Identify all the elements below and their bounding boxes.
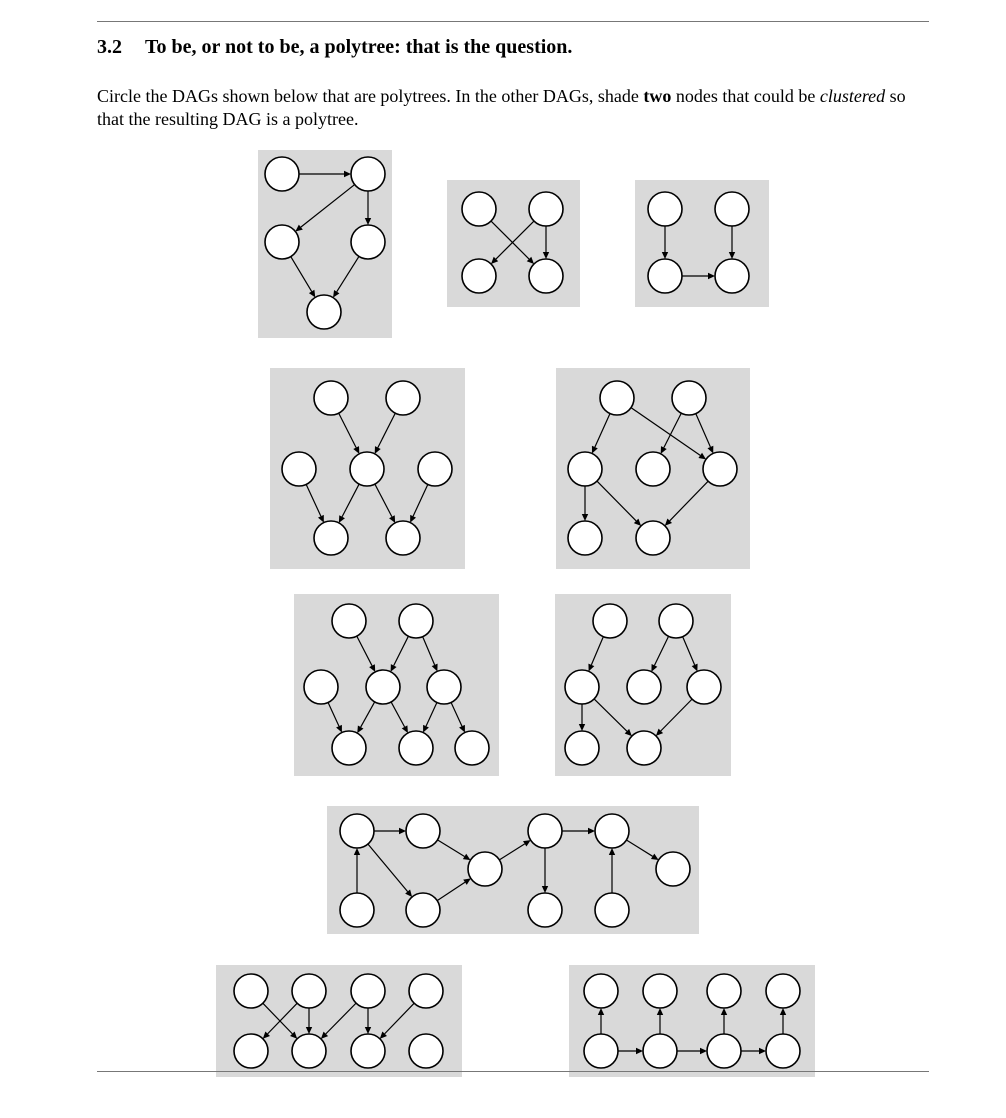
edge-e-h xyxy=(451,702,462,726)
node-h[interactable] xyxy=(766,1034,800,1068)
edge-a-c xyxy=(591,637,603,665)
arrowhead-f-b xyxy=(657,1008,663,1015)
arrowhead-c-e xyxy=(309,290,315,298)
node-b[interactable] xyxy=(715,192,749,226)
arrowhead-c-g xyxy=(365,1027,371,1034)
edge-b-c xyxy=(496,221,534,259)
arrowhead-a-b xyxy=(344,171,351,177)
node-f[interactable] xyxy=(292,1034,326,1068)
node-c[interactable] xyxy=(462,259,496,293)
node-c[interactable] xyxy=(304,670,338,704)
edge-c-e xyxy=(291,257,312,292)
arrowhead-h-d xyxy=(780,1008,786,1015)
edge-c-d xyxy=(499,844,524,860)
node-d[interactable] xyxy=(351,225,385,259)
node-a[interactable] xyxy=(332,604,366,638)
arrowhead-b-d xyxy=(543,252,549,259)
node-g[interactable] xyxy=(636,521,670,555)
dag-graph xyxy=(556,368,750,569)
node-b[interactable] xyxy=(406,814,440,848)
edge-e-g xyxy=(426,702,437,726)
edge-a-c xyxy=(595,413,610,447)
node-g[interactable] xyxy=(707,1034,741,1068)
arrowhead-a-e xyxy=(698,453,706,460)
dag-graph xyxy=(569,965,815,1077)
arrowhead-c-d xyxy=(708,273,715,279)
node-b[interactable] xyxy=(672,381,706,415)
arrowhead-g-c xyxy=(463,878,471,885)
node-c[interactable] xyxy=(351,974,385,1008)
arrowhead-e-f xyxy=(636,1048,643,1054)
edge-a-f xyxy=(263,1003,293,1034)
arrowhead-a-c xyxy=(662,252,668,259)
edge-d-g xyxy=(385,1003,415,1034)
instructions-paragraph xyxy=(97,85,937,131)
edge-a-d xyxy=(491,221,529,259)
node-j[interactable] xyxy=(656,852,690,886)
node-g[interactable] xyxy=(406,893,440,927)
arrowhead-b-d xyxy=(729,252,735,259)
node-a[interactable] xyxy=(648,192,682,226)
edge-b-e xyxy=(683,637,695,665)
arrowhead-f-g xyxy=(700,1048,707,1054)
edge-d-g xyxy=(375,484,392,517)
node-b[interactable] xyxy=(351,157,385,191)
edge-b-d xyxy=(394,636,409,665)
node-g[interactable] xyxy=(627,731,661,765)
section-heading xyxy=(97,36,572,59)
edge-d-f xyxy=(361,702,375,727)
node-a[interactable] xyxy=(234,974,268,1008)
node-a[interactable] xyxy=(584,974,618,1008)
edge-b-e xyxy=(423,637,435,665)
dag-graph xyxy=(555,594,731,776)
node-e[interactable] xyxy=(584,1034,618,1068)
node-h[interactable] xyxy=(528,893,562,927)
dag-panel-1 xyxy=(258,150,392,338)
edge-d-g xyxy=(391,702,404,727)
edge-c-g xyxy=(594,699,627,731)
section-title: To be, or not to be, a polytree: that is the question. xyxy=(145,36,573,58)
edge-b-d xyxy=(664,413,681,447)
edge-e-g xyxy=(670,481,708,521)
dag-panel-4 xyxy=(270,368,465,569)
node-g[interactable] xyxy=(386,521,420,555)
node-d[interactable] xyxy=(366,670,400,704)
instructions-text-3: so that the resulting DAG is a polytree. xyxy=(97,86,906,129)
node-c[interactable] xyxy=(568,452,602,486)
top-rule xyxy=(97,21,929,22)
node-d[interactable] xyxy=(350,452,384,486)
bottom-rule xyxy=(97,1071,929,1072)
edge-e-j xyxy=(626,840,652,856)
node-c[interactable] xyxy=(468,852,502,886)
edge-g-c xyxy=(437,882,465,900)
edge-b-c xyxy=(437,840,464,857)
edge-b-c xyxy=(301,185,355,228)
arrowhead-b-f xyxy=(306,1027,312,1034)
node-c[interactable] xyxy=(648,259,682,293)
edge-b-e xyxy=(268,1003,298,1034)
edge-c-f xyxy=(326,1003,356,1034)
node-e[interactable] xyxy=(703,452,737,486)
arrowhead-b-d xyxy=(365,218,371,225)
node-g[interactable] xyxy=(399,731,433,765)
arrowhead-b-c xyxy=(295,225,302,232)
node-f[interactable] xyxy=(340,893,374,927)
node-a[interactable] xyxy=(593,604,627,638)
arrowhead-i-e xyxy=(609,848,615,855)
arrowhead-c-f xyxy=(582,514,588,521)
node-d[interactable] xyxy=(636,452,670,486)
dag-graph xyxy=(447,180,580,307)
arrowhead-f-a xyxy=(354,848,360,855)
edge-d-e xyxy=(337,256,359,291)
arrowhead-d-h xyxy=(542,886,548,893)
arrowhead-d-e xyxy=(333,290,339,298)
edge-c-g xyxy=(597,481,636,521)
section-number: 3.2 xyxy=(97,36,122,58)
node-a[interactable] xyxy=(600,381,634,415)
dag-panel-2 xyxy=(447,180,580,307)
arrowhead-d-e xyxy=(588,828,595,834)
node-h[interactable] xyxy=(455,731,489,765)
arrowhead-a-b xyxy=(399,828,406,834)
edge-c-f xyxy=(328,702,339,726)
node-f[interactable] xyxy=(643,1034,677,1068)
node-c[interactable] xyxy=(565,670,599,704)
arrowhead-e-a xyxy=(598,1008,604,1015)
node-b[interactable] xyxy=(292,974,326,1008)
node-d[interactable] xyxy=(627,670,661,704)
dag-panel-6 xyxy=(294,594,499,776)
node-a[interactable] xyxy=(340,814,374,848)
node-d[interactable] xyxy=(409,974,443,1008)
dag-graph xyxy=(270,368,465,569)
instructions-text-1: Circle the DAGs shown below that are polytrees. In the other DAGs, shade xyxy=(97,86,644,106)
arrowhead-c-d xyxy=(523,840,531,846)
node-b[interactable] xyxy=(529,192,563,226)
dag-graph xyxy=(216,965,462,1077)
node-a[interactable] xyxy=(314,381,348,415)
edge-e-g xyxy=(661,699,692,731)
node-e[interactable] xyxy=(307,295,341,329)
node-c[interactable] xyxy=(282,452,316,486)
instructions-italic: clustered xyxy=(819,86,886,106)
dag-panel-5 xyxy=(556,368,750,569)
instructions-text-2: nodes that could be xyxy=(671,86,820,106)
node-i[interactable] xyxy=(595,893,629,927)
dag-panel-10 xyxy=(569,965,815,1077)
arrowhead-g-h xyxy=(759,1048,766,1054)
node-e[interactable] xyxy=(595,814,629,848)
edge-a-g xyxy=(368,844,408,892)
edge-c-f xyxy=(306,484,321,516)
node-b[interactable] xyxy=(643,974,677,1008)
dag-panel-8 xyxy=(327,806,699,934)
node-e[interactable] xyxy=(427,670,461,704)
arrowhead-b-c xyxy=(463,854,471,860)
edge-b-d xyxy=(378,413,395,447)
dag-panel-3 xyxy=(635,180,769,307)
node-a[interactable] xyxy=(462,192,496,226)
node-b[interactable] xyxy=(659,604,693,638)
node-f[interactable] xyxy=(565,731,599,765)
edge-a-d xyxy=(339,413,356,447)
node-b[interactable] xyxy=(399,604,433,638)
instructions-bold: two xyxy=(643,86,672,106)
edge-b-d xyxy=(654,636,668,665)
node-a[interactable] xyxy=(265,157,299,191)
node-c[interactable] xyxy=(265,225,299,259)
node-f[interactable] xyxy=(314,521,348,555)
dag-graph xyxy=(294,594,499,776)
node-c[interactable] xyxy=(707,974,741,1008)
dag-panel-7 xyxy=(555,594,731,776)
arrowhead-e-j xyxy=(651,854,659,860)
node-e[interactable] xyxy=(234,1034,268,1068)
node-d[interactable] xyxy=(529,259,563,293)
node-d[interactable] xyxy=(528,814,562,848)
node-b[interactable] xyxy=(386,381,420,415)
node-d[interactable] xyxy=(766,974,800,1008)
edge-e-g xyxy=(413,484,428,516)
dag-graph xyxy=(258,150,392,338)
node-f[interactable] xyxy=(568,521,602,555)
node-e[interactable] xyxy=(687,670,721,704)
arrowhead-g-c xyxy=(721,1008,727,1015)
dag-panel-9 xyxy=(216,965,462,1077)
node-g[interactable] xyxy=(351,1034,385,1068)
edge-a-d xyxy=(357,636,372,666)
node-e[interactable] xyxy=(418,452,452,486)
dag-graph xyxy=(635,180,769,307)
edge-d-f xyxy=(342,484,359,517)
dag-graph xyxy=(327,806,699,934)
arrowhead-c-f xyxy=(579,724,585,731)
node-f[interactable] xyxy=(332,731,366,765)
node-d[interactable] xyxy=(715,259,749,293)
node-h[interactable] xyxy=(409,1034,443,1068)
edge-b-e xyxy=(696,414,711,447)
